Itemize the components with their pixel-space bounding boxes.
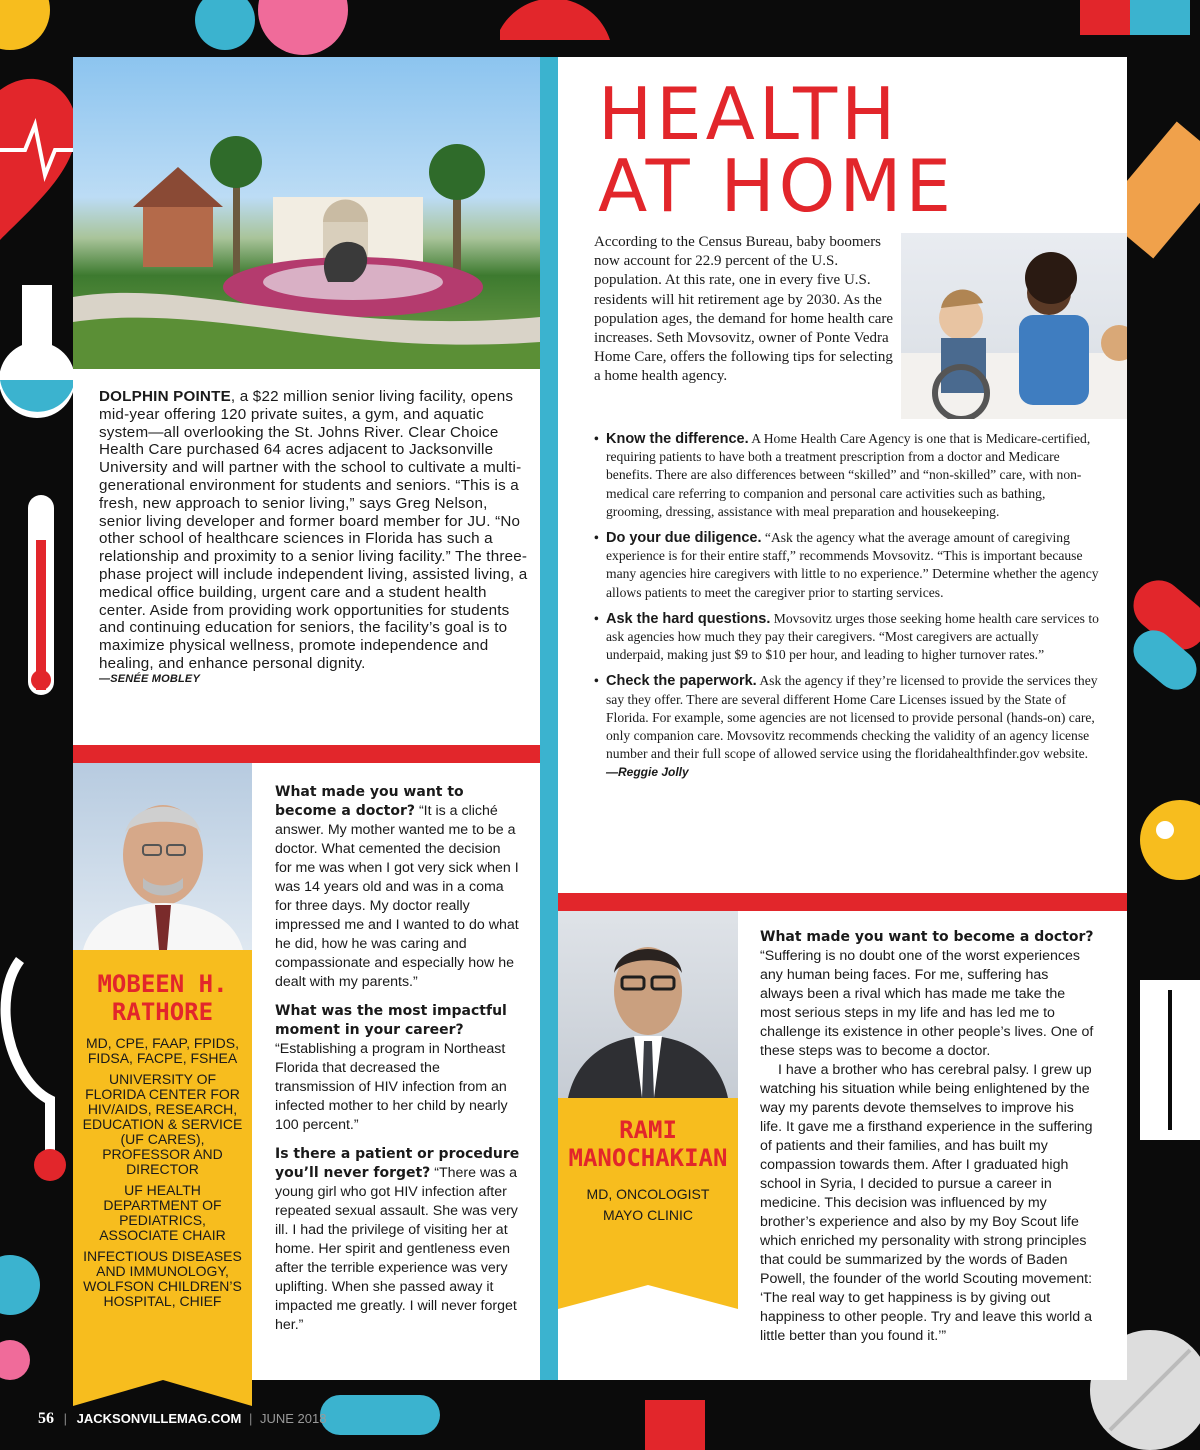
rathore-credentials: MD, CPE, FAAP, FPIDS, FIDSA, FACPE, FSHEA [85,1035,239,1066]
red-capsule-icon [1080,0,1130,35]
heart-icon [0,79,76,240]
red-pill-icon [500,0,610,40]
teal-ball-icon [195,0,255,50]
stethoscope-icon [6,960,50,1150]
nurse-with-child-photo [901,233,1127,419]
dolphin-pointe-body: , a $22 million senior living facility, opens mid-year offering 120 private suites, a gym, and aquatic system—all overlooking the St. Johns River. Clear Choice Health Care purchased 64 acres adjacent to Jacksonville University and will partner with the school to cultivate a multi-generational environment for students and seniors. “This is a fresh, new approach to senior living,” says Greg Nelson, senior living developer and former board member for JU. “No other school of healthcare sciences in Florida has such a relationship and proximity to a senior living facility.” The three-phase project will include independent living, assisted living, a medical office building, urgent care and a student health center. Aside from providing work opportunities for students and continuing education for seniors, the facility’s goal is to maximize physical wellness, promote independence and healing, and enhance personal dignity. [99,388,528,672]
page-title [598,72,955,228]
tips-byline: —Reggie Jolly [606,765,689,780]
rathore-name-banner [73,950,252,1360]
qa-question: Is there a patient or procedure you’ll never forget? [275,1146,520,1181]
title-line-1: HEALTH [598,72,900,156]
tip-item [594,672,1099,781]
green-ball-icon [0,1255,40,1315]
tip-item [594,430,1099,521]
qa-question: What made you want to become a doctor? [760,929,1094,945]
tip-heading: Do your due diligence. [606,530,762,547]
footer-issue: JUNE 2018 [259,1411,327,1426]
qa-item [760,928,1095,1061]
tips-list [594,430,1099,790]
bottom-capsule-icon [320,1395,440,1435]
column-divider [540,57,558,1380]
qa-answer: “Establishing a program in Northeast Florida that decreased the transmission of HIV infection from an infected mother to her child by nearly 100 percent.” [275,1041,508,1133]
dolphin-pointe-lead: DOLPHIN POINTE [99,388,231,405]
page-number: 56 [38,1410,54,1427]
red-divider-left [73,745,540,763]
red-divider-right [558,893,1127,911]
rathore-role-3: INFECTIOUS DISEASES AND IMMUNOLOGY, WOLFSON CHILDREN’S HOSPITAL, CHIEF [83,1248,242,1309]
manochakian-name: RAMI MANOCHAKIAN [568,1116,728,1172]
tip-body: A Home Health Care Agency is one that is Medicare-certified, requiring patients to have both a treatment prescription from a doctor and Medicare benefits. There are also differences between “skilled” and “non-skilled” care, with non-medical care referring to companion and personal care activities such as bathing, grooming, dressing, assistance with meal preparation and housekeeping. [606,431,1091,519]
title-line-2: AT HOME [598,144,955,228]
dolphin-byline: —SENÉE MOBLEY [99,672,201,685]
rathore-name: MOBEEN H. RATHORE [97,970,228,1026]
yellow-pill-icon [0,0,50,50]
qa-answer: “There was a young girl who got HIV infection after repeated sexual assault. She was very ill. I had the privilege of visiting her at home. Her spirit and gentleness even after the terrible experience was very uplifting. When she passed away it impacted me greatly. I will never forget her.” [275,1165,518,1333]
orange-ball-icon [1140,800,1200,880]
intro-paragraph: According to the Census Bureau, baby boomers now account for 22.9 percent of the U.S. population. At this rate, one in every five U.S. residents will hit retirement age by 2030. As the population ages, the demand for home health care increases. Seth Movsovitz, owner of Ponte Vedra Home Care, offers the following tips for selecting a home health agency. [594,234,894,385]
tip-heading: Ask the hard questions. [606,610,771,627]
manochakian-role-2: MAYO CLINIC [603,1207,693,1223]
page-footer: 56 | JACKSONVILLEMAG.COM | JUNE 2018 [38,1410,327,1427]
rathore-role-1: UNIVERSITY OF FLORIDA CENTER FOR HIV/AIDS, RESEARCH, EDUCATION & SERVICE (UF CARES), PROFESSOR AND DIRECTOR [82,1071,243,1177]
footer-site: JACKSONVILLEMAG.COM [76,1411,242,1426]
rathore-interview [275,783,520,1335]
dolphin-pointe-photo [73,57,540,369]
tip-heading: Know the difference. [606,431,749,447]
pink-ball-icon [258,0,348,55]
qa-item [275,1002,520,1135]
tip-body: “Ask the agency what the average amount of caregiving experience is for their entire staff,” recommends Movsovitz. “This is important because many agencies hire caregivers with little to no experience.” Determine whether the agency allows patients to meet the caregiver prior to starting services. [606,530,1099,600]
qa-answer: “Suffering is no doubt one of the worst experiences any human being faces. For me, suffering has always been a rival which has made me take the most serious steps in my life and has led me to challenge its existence in other people’s lives. One of these steps was to become a doctor. [760,948,1094,1059]
manochakian-banner-tail [558,1273,738,1313]
tip-item [594,610,1099,665]
manochakian-portrait [558,911,738,1098]
rathore-portrait [73,763,252,950]
qa-item [275,1145,520,1335]
qa-question: What made you want to become a doctor? [275,784,464,819]
tip-body: Ask the agency if they’re licensed to provide the services they say they offer. There are several different Home Care Licenses issued by the State of Florida. For example, some agencies are not licensed to provide personal (hands-on) care, only companion care. Movsovitz recommends checking the validity of an agency license number and their full scope of allowed service using the floridahealthfinder.gov website. [606,673,1098,762]
tip-item [594,529,1099,602]
qa-answer-continued: I have a brother who has cerebral palsy. I grew up watching his situation while being enlightened by the way my parents devote themselves to improve his life. It gave me a firsthand experience in the suffering of patients and their families, and has built my compassion towards them. After I graduated high school in Syria, I decided to pursue a career in medicine. This decision was influenced by my brother’s experience and also by my Boy Scout life which enriched my personality with strong principles that could be summarized by the words of Baden Powell, the founder of the world Scouting movement: ‘The real way to get happiness is by giving out happiness to other people. Try and leave this world a little better than you found it.’” [760,1062,1093,1344]
manochakian-role-1: MD, ONCOLOGIST [586,1186,710,1202]
tip-heading: Check the paperwork. [606,673,757,690]
manochakian-name-banner [558,1098,738,1273]
qa-answer: “It is a cliché answer. My mother wanted me to be a doctor. What cemented the decision for me was when I got very sick when I was 14 years old and was in a coma for three days. My doctor really impressed me and I wanted to do what he did, how he was caring and compassionate and especially how he dealt with my parents.” [275,803,519,990]
tip-body: Movsovitz urges those seeking home health care services to ask agencies how much they pay their caregivers. “Most caregivers are actually underpaid, making just $9 to $10 per hour, and leading to higher turnover rates.” [606,610,1099,663]
manochakian-interview [760,928,1095,1346]
dolphin-pointe-text [99,388,529,673]
rathore-role-2: UF HEALTH DEPARTMENT OF PEDIATRICS, ASSOCIATE CHAIR [99,1182,226,1243]
qa-question: What was the most impactful moment in your career? [275,1003,507,1038]
rathore-banner-tail [73,1360,252,1410]
qa-item [275,783,520,992]
dolphin-pointe-article [99,388,529,686]
